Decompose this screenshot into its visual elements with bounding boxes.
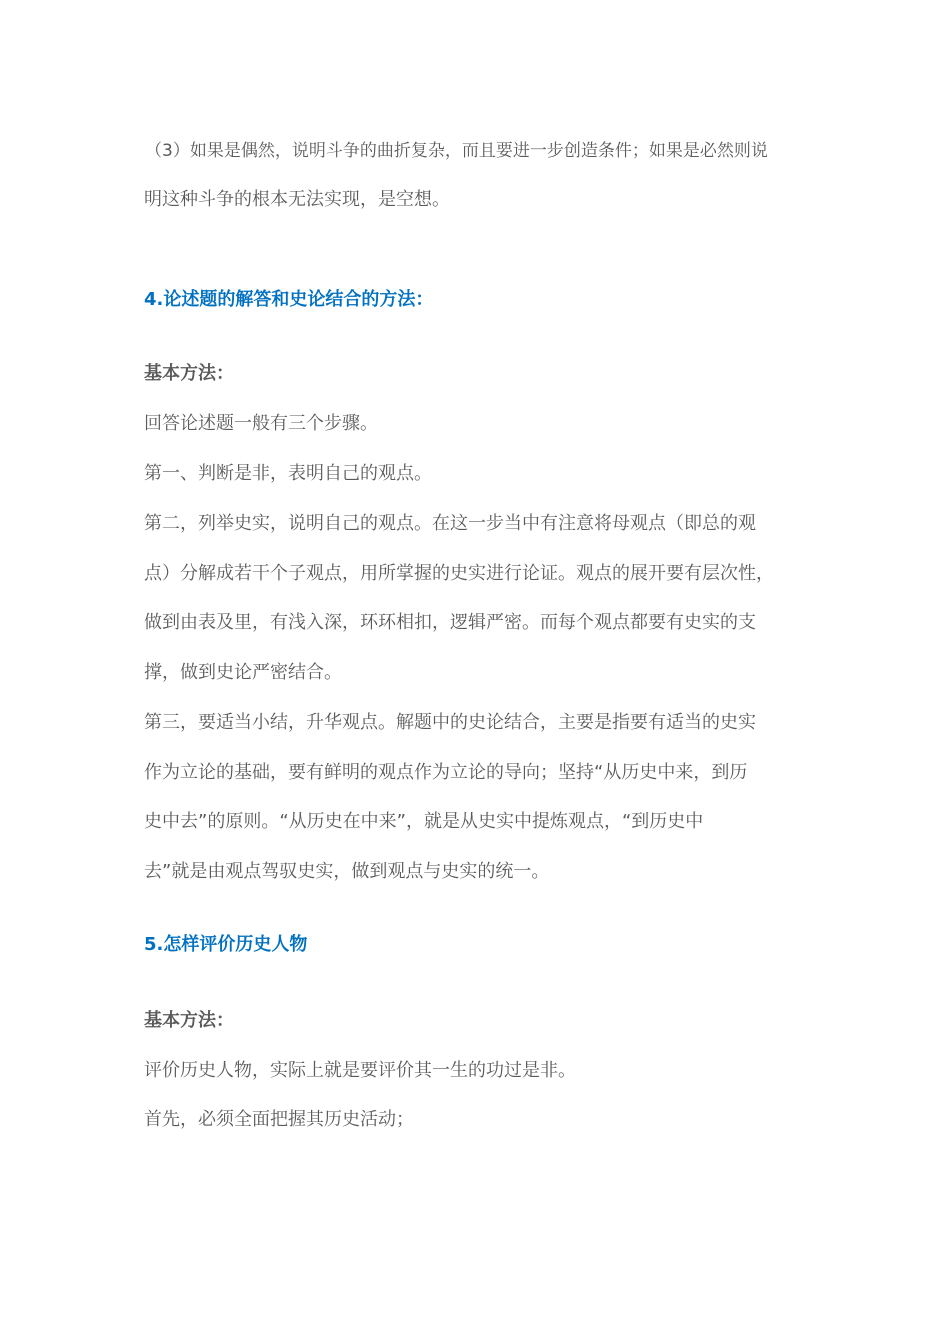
paragraph-line: （3）如果是偶然，说明斗争的曲折复杂，而且要进一步创造条件；如果是必然则说 bbox=[145, 141, 768, 161]
section-4-heading: 4.论述题的解答和史论结合的方法： bbox=[144, 289, 434, 310]
paragraph-line: 第一、判断是非，表明自己的观点。 bbox=[144, 463, 432, 484]
paragraph-line: 作为立论的基础，要有鲜明的观点作为立论的导向；坚持“从历史中来，到历 bbox=[144, 762, 748, 783]
paragraph-line: 去”就是由观点驾驭史实，做到观点与史实的统一。 bbox=[144, 861, 550, 882]
paragraph-line: 第二，列举史实，说明自己的观点。在这一步当中有注意将母观点（即总的观 bbox=[144, 513, 756, 534]
paragraph-line: 评价历史人物，实际上就是要评价其一生的功过是非。 bbox=[144, 1060, 576, 1081]
paragraph-line: 首先，必须全面把握其历史活动； bbox=[144, 1109, 414, 1130]
section-5-heading: 5.怎样评价历史人物 bbox=[144, 934, 308, 955]
paragraph-line: 史中去”的原则。“从历史在中来”，就是从史实中提炼观点，“到历史中 bbox=[144, 811, 704, 832]
paragraph-line: 回答论述题一般有三个步骤。 bbox=[144, 413, 378, 434]
section-5-method-label: 基本方法： bbox=[144, 1010, 234, 1031]
paragraph-line: 做到由表及里，有浅入深，环环相扣，逻辑严密。而每个观点都要有史实的支 bbox=[144, 612, 756, 633]
paragraph-line: 明这种斗争的根本无法实现，是空想。 bbox=[144, 189, 450, 210]
section-4-method-label: 基本方法： bbox=[144, 363, 234, 384]
paragraph-line: 点）分解成若干个子观点，用所掌握的史实进行论证。观点的展开要有层次性， bbox=[144, 563, 774, 584]
paragraph-line: 撑，做到史论严密结合。 bbox=[144, 662, 342, 683]
paragraph-line: 第三，要适当小结，升华观点。解题中的史论结合，主要是指要有适当的史实 bbox=[144, 712, 756, 733]
